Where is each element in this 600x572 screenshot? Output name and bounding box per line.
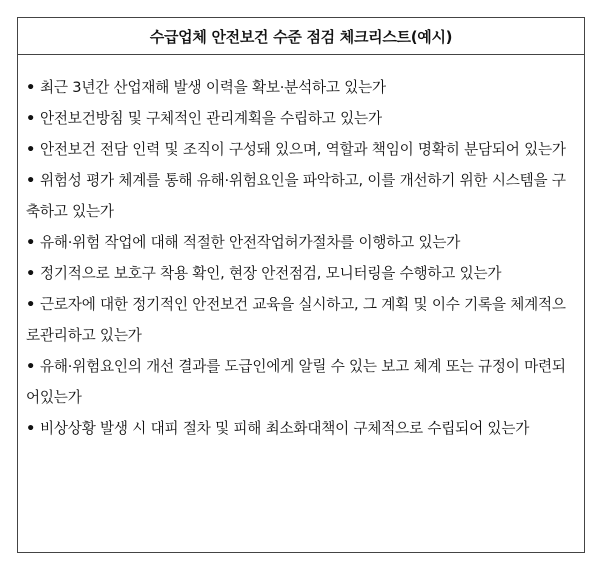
bullet-icon: •: [26, 234, 36, 251]
bullet-icon: •: [26, 110, 36, 127]
checklist-item-text: 최근 3년간 산업재해 발생 이력을 확보·분석하고 있는가: [40, 79, 386, 96]
checklist-item: [26, 72, 578, 103]
checklist-item: [26, 289, 578, 351]
checklist-item-text: 유해·위험 작업에 대해 적절한 안전작업허가절차를 이행하고 있는가: [40, 234, 461, 251]
checklist-item: [26, 413, 578, 444]
bullet-icon: •: [26, 172, 36, 189]
checklist-item-text: 정기적으로 보호구 착용 확인, 현장 안전점검, 모니터링을 수행하고 있는가: [40, 265, 502, 282]
bullet-icon: •: [26, 265, 36, 282]
checklist-item: [26, 258, 578, 289]
checklist-body: [18, 55, 584, 444]
checklist-item-text: 안전보건 전담 인력 및 조직이 구성돼 있으며, 역할과 책임이 명확히 분담되어 있는가: [40, 141, 566, 158]
bullet-icon: •: [26, 358, 36, 375]
checklist-item: [26, 351, 578, 413]
bullet-icon: •: [26, 420, 36, 437]
checklist-title: 수급업체 안전보건 수준 점검 체크리스트(예시): [18, 18, 584, 55]
checklist-item: [26, 165, 578, 227]
checklist-item: [26, 134, 578, 165]
checklist-item-text: 안전보건방침 및 구체적인 관리계획을 수립하고 있는가: [40, 110, 382, 127]
checklist-item-text: 위험성 평가 체계를 통해 유해·위험요인을 파악하고, 이를 개선하기 위한 시스템을 구축하고 있는가: [26, 172, 566, 220]
checklist-item-text: 비상상황 발생 시 대피 절차 및 피해 최소화대책이 구체적으로 수립되어 있는가: [40, 420, 530, 437]
checklist-item: [26, 103, 578, 134]
checklist-item-text: 근로자에 대한 정기적인 안전보건 교육을 실시하고, 그 계획 및 이수 기록을 체계적으로관리하고 있는가: [26, 296, 566, 344]
bullet-icon: •: [26, 141, 36, 158]
checklist-table: [17, 17, 585, 553]
bullet-icon: •: [26, 296, 36, 313]
checklist-item-text: 유해·위험요인의 개선 결과를 도급인에게 알릴 수 있는 보고 체계 또는 규정이 마련되어있는가: [26, 358, 566, 406]
bullet-icon: •: [26, 79, 36, 96]
checklist-item: [26, 227, 578, 258]
